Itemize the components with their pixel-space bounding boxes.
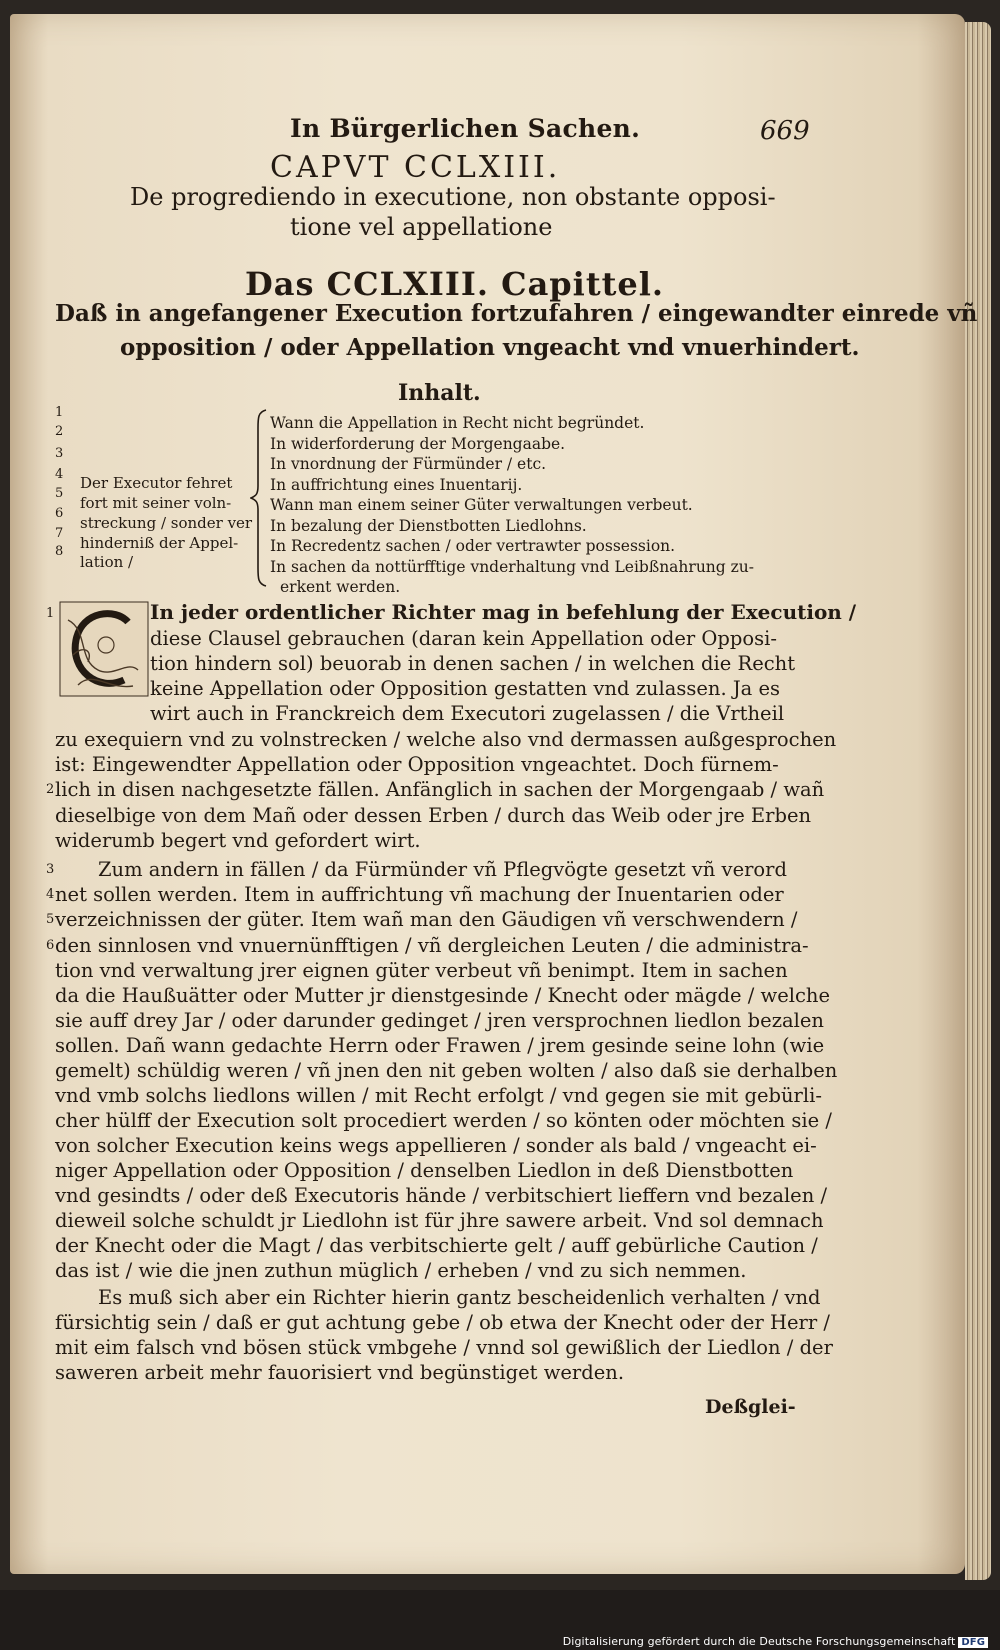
inhalt-item: In Recredentz sachen / oder vertrawter possession. bbox=[270, 537, 676, 555]
german-chapter-title: Das CCLXIII. Capittel. bbox=[245, 265, 665, 303]
body-line: widerumb begert vnd gefordert wirt. bbox=[55, 829, 421, 852]
inhalt-number: 6 bbox=[55, 506, 64, 521]
decorated-initial-icon bbox=[58, 600, 150, 698]
body-line: keine Appellation oder Opposition gestatten vnd zulassen. Ja es bbox=[150, 677, 781, 700]
body-line: sie auff drey Jar / oder darunder gedinget / jren versprochnen liedlon bezalen bbox=[55, 1009, 824, 1032]
running-head: In Bürgerlichen Sachen. bbox=[290, 114, 641, 143]
body-line: wirt auch in Franckreich dem Executori zugelassen / die Vrtheil bbox=[150, 702, 785, 725]
body-line: niger Appellation oder Opposition / denselben Liedlon in deß Dienstbotten bbox=[55, 1159, 794, 1182]
latin-title-line: tione vel appellatione bbox=[290, 213, 553, 241]
german-heading-line: Daß in angefangener Execution fortzufahren / eingewandter einrede vñ bbox=[55, 300, 978, 327]
side-note-line: lation / bbox=[80, 553, 134, 571]
body-line: saweren arbeit mehr fauorisiert vnd begünstiget werden. bbox=[55, 1361, 625, 1384]
body-line: verzeichnissen der güter. Item wañ man den Gäudigen vñ verschwendern / bbox=[55, 908, 798, 931]
inhalt-item: In widerforderung der Morgengaabe. bbox=[270, 435, 566, 453]
body-line: vnd gesindts / oder deß Executoris hände / verbitschiert lieffern vnd bezalen / bbox=[55, 1184, 828, 1207]
inhalt-number: 1 bbox=[55, 405, 64, 420]
side-note-line: fort mit seiner voln- bbox=[80, 494, 232, 512]
inhalt-item: Wann man einem seiner Güter verwaltungen verbeut. bbox=[270, 496, 693, 514]
body-line: tion hindern sol) beuorab in denen sachen / in welchen die Recht bbox=[150, 652, 796, 675]
catchword: Deßglei- bbox=[705, 1396, 796, 1418]
body-line: Zum andern in fällen / da Fürmünder vñ Pflegvögte gesetzt vñ verord bbox=[98, 858, 787, 881]
margin-number: 4 bbox=[46, 887, 55, 902]
body-line: sollen. Dañ wann gedachte Herrn oder Frawen / jrem gesinde seine lohn (wie bbox=[55, 1034, 825, 1057]
digitization-credit bbox=[563, 1635, 988, 1648]
body-line: In jeder ordentlicher Richter mag in befehlung der Execution / bbox=[150, 600, 857, 624]
footer-text: Digitalisierung gefördert durch die Deutsche Forschungsgemeinschaft bbox=[562, 1635, 956, 1648]
inhalt-number: 4 bbox=[55, 467, 64, 482]
inhalt-number: 8 bbox=[55, 544, 64, 559]
body-line: diese Clausel gebrauchen (daran kein Appellation oder Opposi- bbox=[150, 627, 777, 650]
body-line: lich in disen nachgesetzte fällen. Anfänglich in sachen der Morgengaab / wañ bbox=[55, 778, 825, 801]
inhalt-item: In auffrichtung eines Inuentarij. bbox=[270, 476, 523, 494]
margin-number: 2 bbox=[46, 782, 55, 797]
inhalt-item: In sachen da nottürfftige vnderhaltung vnd Leibßnahrung zu- bbox=[270, 558, 755, 576]
margin-number: 1 bbox=[46, 606, 55, 621]
latin-title-line: De progrediendo in executione, non obstante opposi- bbox=[130, 183, 776, 211]
inhalt-number: 3 bbox=[55, 446, 64, 461]
body-line: gemelt) schüldig weren / vñ jnen den nit geben wolten / also daß sie derhalben bbox=[55, 1059, 838, 1082]
body-line: vnd vmb solchs liedlons willen / mit Recht erfolgt / vnd gegen sie mit gebürli- bbox=[55, 1084, 822, 1107]
body-line: Es muß sich aber ein Richter hierin gantz bescheidenlich verhalten / vnd bbox=[98, 1286, 821, 1309]
body-line: dieweil solche schuldt jr Liedlohn ist für jhre sawere arbeit. Vnd sol demnach bbox=[55, 1209, 824, 1232]
margin-number: 6 bbox=[46, 938, 55, 953]
body-line: mit eim falsch vnd bösen stück vmbgehe / vnnd sol gewißlich der Liedlon / der bbox=[55, 1336, 833, 1359]
german-heading-line: opposition / oder Appellation vngeacht vnd vnuerhindert. bbox=[120, 334, 860, 361]
margin-number: 3 bbox=[46, 862, 55, 877]
inhalt-number: 7 bbox=[55, 526, 64, 541]
body-line: das ist / wie die jnen zuthun müglich / erheben / vnd zu sich nemmen. bbox=[55, 1259, 747, 1282]
side-note-line: Der Executor fehret bbox=[80, 474, 233, 492]
inhalt-item: Wann die Appellation in Recht nicht begründet. bbox=[270, 414, 645, 432]
body-line: den sinnlosen vnd vnuernünfftigen / vñ dergleichen Leuten / die administra- bbox=[55, 934, 809, 957]
side-note-line: hinderniß der Appel- bbox=[80, 534, 239, 552]
inhalt-number: 2 bbox=[55, 424, 64, 439]
body-line: cher hülff der Execution solt procediert werden / so könten oder möchten sie / bbox=[55, 1109, 832, 1132]
caput-title: CAPVT CCLXIII. bbox=[270, 150, 561, 185]
body-line: ist: Eingewendter Appellation oder Opposition vngeachtet. Doch fürnem- bbox=[55, 753, 779, 776]
body-line: von solcher Execution keins wegs appellieren / sonder als bald / vngeacht ei- bbox=[55, 1134, 817, 1157]
inhalt-item: erkent werden. bbox=[280, 578, 401, 596]
body-line: der Knecht oder die Magt / das verbitschierte gelt / auff gebürliche Caution / bbox=[55, 1234, 818, 1257]
body-line: net sollen werden. Item in auffrichtung vñ machung der Inuentarien oder bbox=[55, 883, 784, 906]
margin-number: 5 bbox=[46, 912, 55, 927]
inhalt-number: 5 bbox=[55, 486, 64, 501]
body-line: dieselbige von dem Mañ oder dessen Erben / durch das Weib oder jre Erben bbox=[55, 804, 812, 827]
body-line: da die Haußuätter oder Mutter jr dienstgesinde / Knecht oder mägde / welche bbox=[55, 984, 831, 1007]
inhalt-label: Inhalt. bbox=[398, 380, 481, 406]
inhalt-item: In bezalung der Dienstbotten Liedlohns. bbox=[270, 517, 587, 535]
dfg-logo: DFG bbox=[958, 1637, 988, 1648]
page-edges bbox=[965, 22, 991, 1580]
body-line: fürsichtig sein / daß er gut achtung gebe / ob etwa der Knecht oder der Herr / bbox=[55, 1311, 830, 1334]
body-line: tion vnd verwaltung jrer eignen güter verbeut vñ benimpt. Item in sachen bbox=[55, 959, 788, 982]
brace-icon bbox=[250, 408, 270, 588]
side-note-line: streckung / sonder ver bbox=[80, 514, 253, 532]
inhalt-item: In vnordnung der Fürmünder / etc. bbox=[270, 455, 547, 473]
page-number: 669 bbox=[760, 116, 810, 146]
body-line: zu exequiern vnd zu volnstrecken / welche also vnd dermassen außgesprochen bbox=[55, 728, 837, 751]
